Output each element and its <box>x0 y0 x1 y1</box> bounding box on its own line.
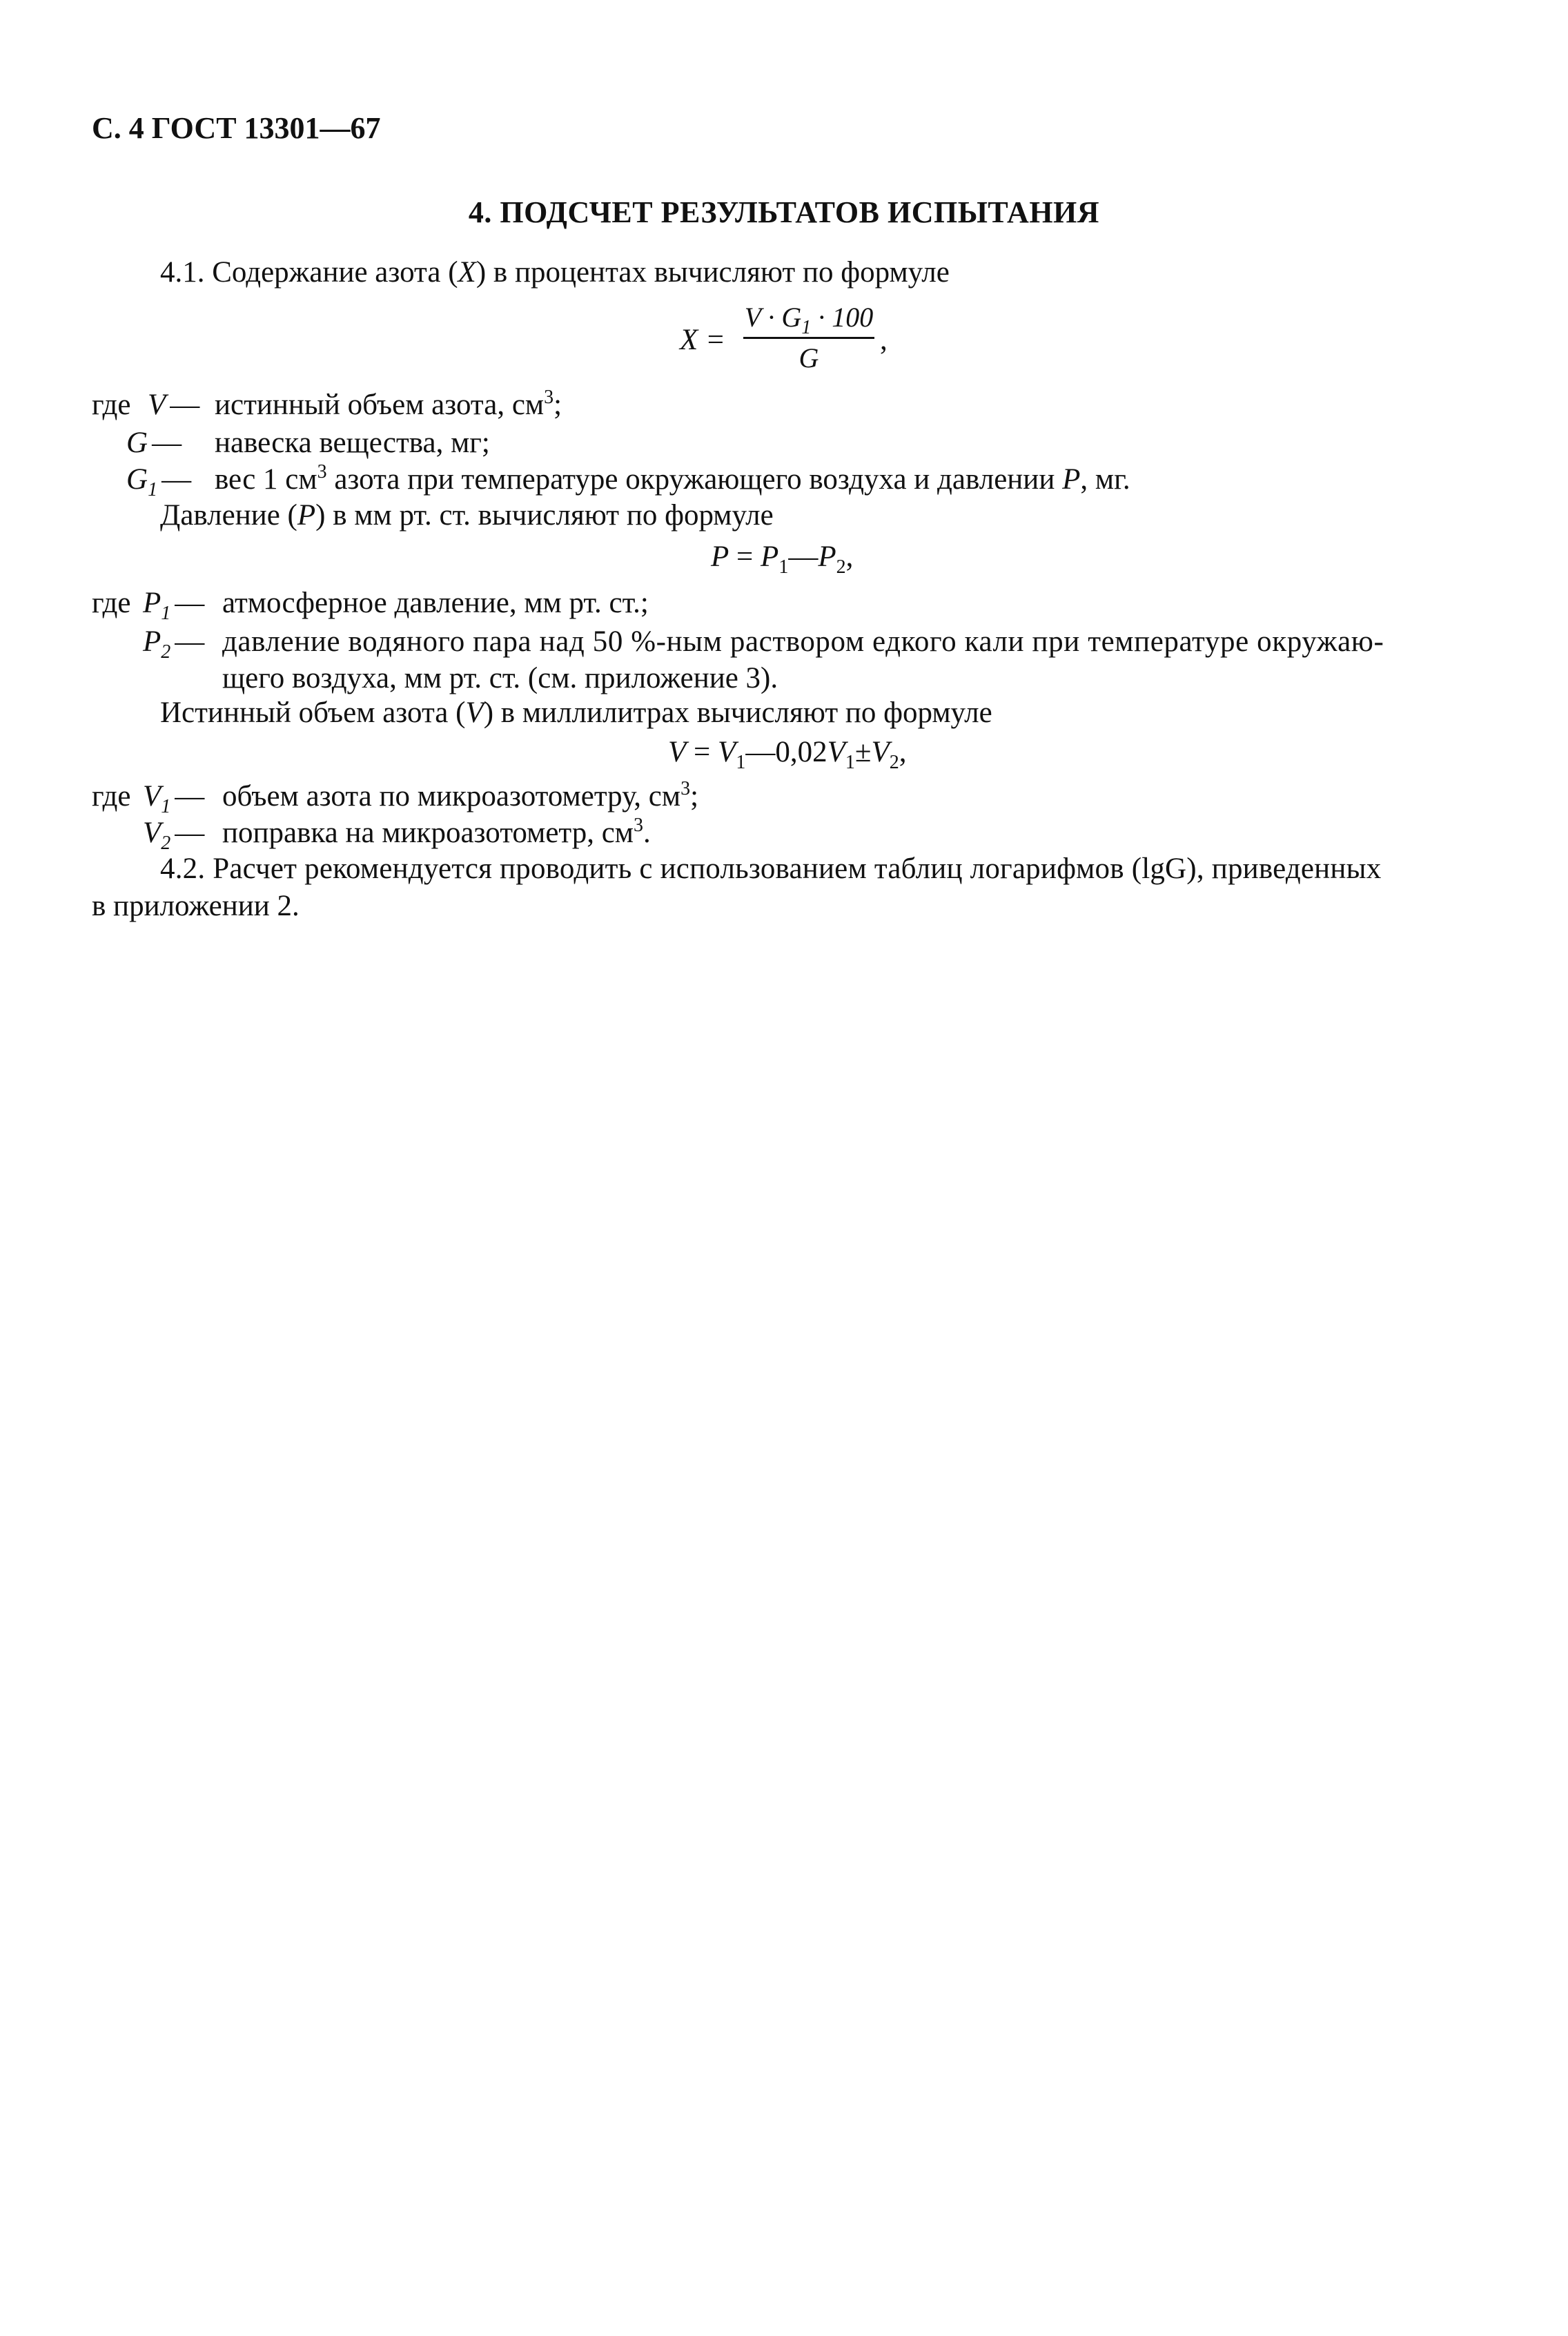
where-label-2: где <box>92 587 131 619</box>
volume-intro: Истинный объем азота (V) в миллилитрах вычисляют по формуле <box>160 697 992 729</box>
definition-symbol: $V_2$ <box>143 817 171 854</box>
definition-row <box>126 461 195 498</box>
running-head: С. 4 ГОСТ 13301—67 <box>92 111 381 145</box>
definition-dash: — <box>175 625 205 658</box>
definition-symbol: $V_1$ <box>143 780 171 817</box>
definition-dash: — <box>161 463 192 496</box>
definition-dash: — <box>152 427 182 459</box>
formula-x-fraction <box>743 300 874 376</box>
definition-dash: — <box>175 817 205 849</box>
definition-symbol: $P_2$ <box>143 625 171 663</box>
where-label-3: где <box>92 780 131 812</box>
section-title: 4. ПОДСЧЕТ РЕЗУЛЬТАТОВ ИСПЫТАНИЯ <box>468 195 1100 229</box>
clause-4-1-intro-text: 4.1. Содержание азота (X) в процентах вычисляют по формуле <box>160 256 950 289</box>
definition-row <box>126 425 186 462</box>
definition-row <box>143 815 208 852</box>
formula-x-lhs: X = <box>680 324 726 356</box>
definition-text: поправка на микроазотометр, $см^3$. <box>222 815 651 849</box>
definition-text: истинный объем азота, $см^3$; <box>215 387 562 421</box>
formula-x-trail: , <box>880 324 888 356</box>
clause-4-2-line2: в приложении 2. <box>92 890 300 922</box>
definition-text: навеска вещества, мг; <box>215 427 490 459</box>
definition-symbol: $G_1$ <box>126 463 158 500</box>
definition-dash: — <box>175 780 205 812</box>
definition-row <box>148 387 204 424</box>
definition-dash: — <box>175 587 205 619</box>
definition-text: вес 1 $см^3$ азота при температуре окружающего воздуха и давлении P, мг. <box>215 461 1130 496</box>
definition-row <box>143 585 208 622</box>
pressure-intro: Давление (P) в мм рт. ст. вычисляют по формуле <box>160 499 774 532</box>
definition-symbol: G <box>126 427 148 459</box>
formula-x-denominator: G <box>798 342 819 373</box>
definition-symbol: V <box>148 389 166 421</box>
definition-symbol: $P_1$ <box>143 587 171 624</box>
formula-p: $P = P_1—P_2$, <box>711 541 854 578</box>
definition-dash: — <box>170 389 200 421</box>
definition-text: давление водяного пара над 50 %-ным раствором едкого кали при температуре окружаю- <box>222 625 1384 658</box>
formula-x-numerator: $V \cdot G_1 \cdot 100$ <box>744 302 874 338</box>
clause-4-1-intro <box>160 254 950 291</box>
where-label-1: где <box>92 389 131 421</box>
formula-v: $V = V_1—0,02V_1\pm V_2$, <box>668 736 907 773</box>
definition-text: атмосферное давление, мм рт. ст.; <box>222 587 649 619</box>
definition-row <box>143 623 208 661</box>
definition-text-continued: щего воздуха, мм рт. ст. (см. приложение 3). <box>222 662 778 694</box>
clause-4-2-line1: 4.2. Расчет рекомендуется проводить с использованием таблиц логарифмов (lgG), приведенных <box>160 853 1382 885</box>
definition-row <box>143 778 208 815</box>
definition-text: объем азота по микроазотометру, $см^3$; <box>222 778 699 812</box>
